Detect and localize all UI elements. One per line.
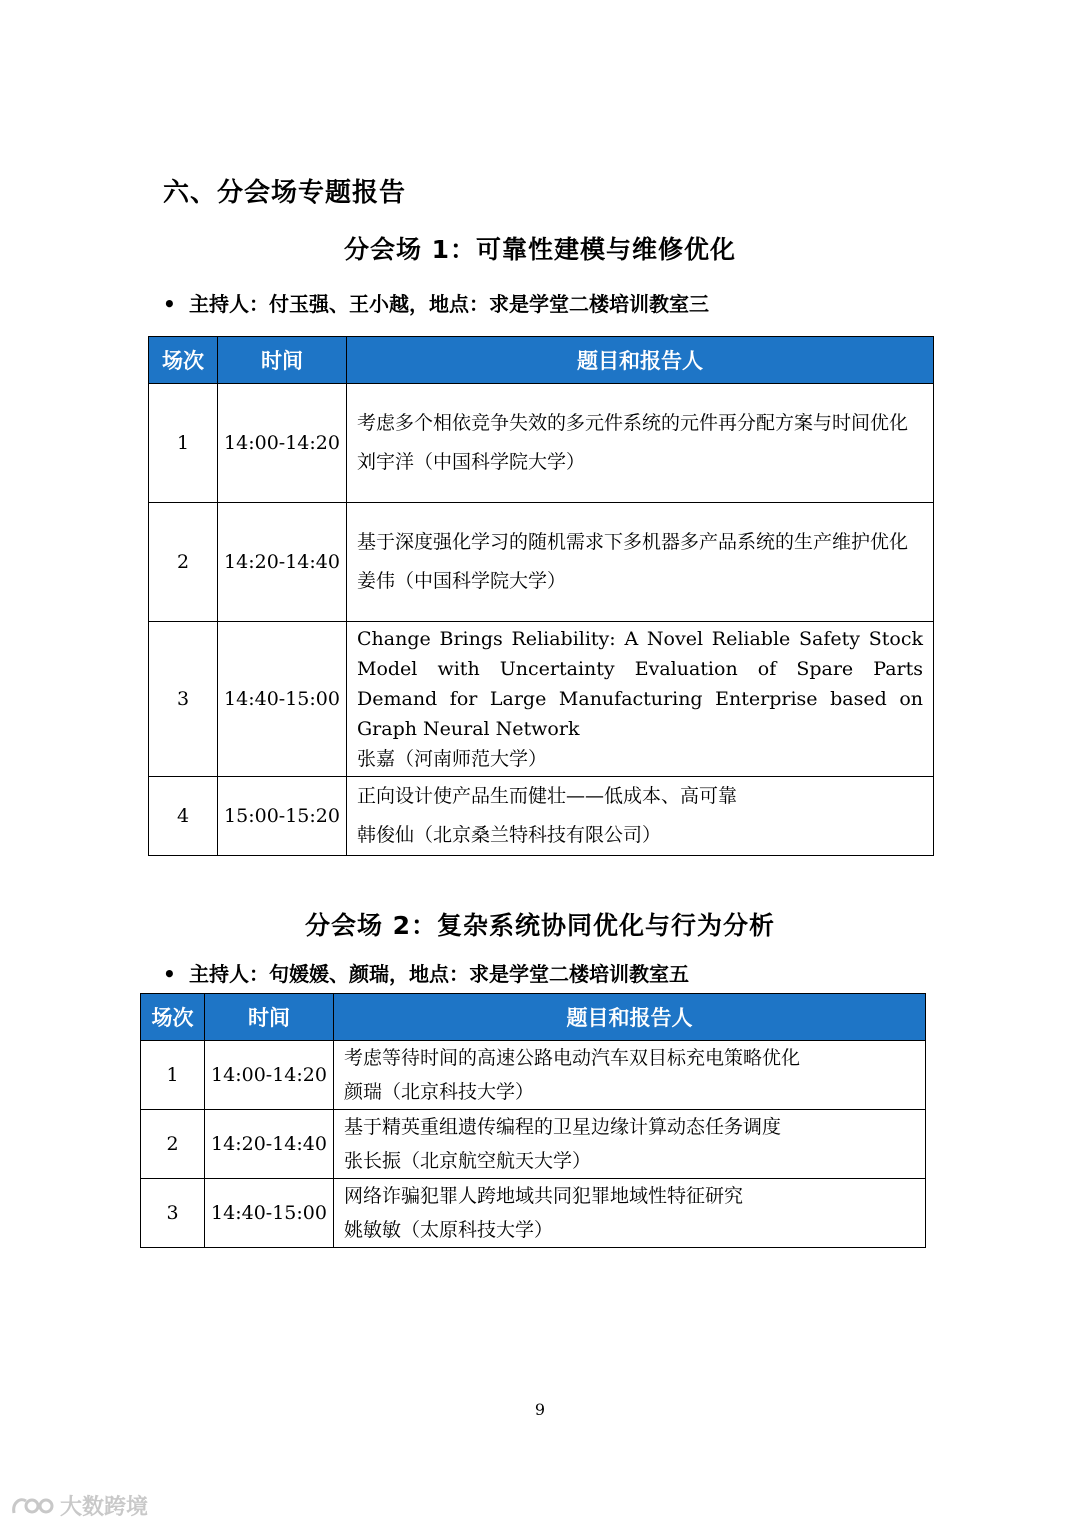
speaker: 韩俊仙（北京桑兰特科技有限公司） [357,824,662,846]
session-topic [347,503,934,622]
speaker: 颜瑞（北京科技大学） [344,1081,535,1103]
session-time: 14:20-14:40 [218,503,347,622]
speaker: 张长振（北京航空航天大学） [344,1150,592,1172]
session-number: 3 [141,1179,205,1248]
table-row [149,622,934,777]
venue1-host-line [163,288,709,317]
session-time: 14:00-14:20 [205,1041,334,1110]
venue2-title: 分会场 2：复杂系统协同优化与行为分析 [304,911,776,940]
talk-title: 网络诈骗犯罪人跨地域共同犯罪地域性特征研究 [344,1185,744,1207]
header-topic: 题目和报告人 [347,337,934,384]
venue2-host-line [163,958,689,987]
session-number: 4 [149,777,218,856]
session-topic [334,1110,926,1179]
table-row [141,1179,926,1248]
session-number: 2 [149,503,218,622]
header-session: 场次 [141,994,205,1041]
talk-title: 正向设计使产品生而健壮——低成本、高可靠 [357,785,738,807]
watermark-logo-icon [10,1493,56,1519]
venue2-schedule-table [140,993,926,1248]
talk-title: Change Brings Reliability: A Novel Reliable Safety Stock Model with Uncertainty Evaluation of Spare Parts Demand for Large Manufacturing Enterprise based on Graph Neural Network [357,628,923,740]
talk-title: 考虑等待时间的高速公路电动汽车双目标充电策略优化 [344,1047,801,1069]
page-number: 9 [534,1400,546,1419]
header-time: 时间 [205,994,334,1041]
session-number: 2 [141,1110,205,1179]
talk-title: 基于精英重组遗传编程的卫星边缘计算动态任务调度 [344,1116,782,1138]
speaker: 刘宇洋（中国科学院大学） [357,451,586,473]
speaker: 张嘉（河南师范大学） [357,748,548,770]
table-row [141,1041,926,1110]
table-header-row [149,337,934,384]
session-topic [347,777,934,856]
session-number: 1 [149,384,218,503]
section-title: 六、分会场专题报告 [163,178,407,208]
session-topic [347,622,934,777]
session-number: 1 [141,1041,205,1110]
table-row [149,503,934,622]
session-time: 15:00-15:20 [218,777,347,856]
session-topic [347,384,934,503]
table-row [149,384,934,503]
speaker: 姚敏敏（太原科技大学） [344,1219,554,1241]
header-topic: 题目和报告人 [334,994,926,1041]
table-header-row [141,994,926,1041]
talk-title: 基于深度强化学习的随机需求下多机器多产品系统的生产维护优化 [357,531,909,553]
bullet-icon: • [163,962,176,986]
watermark [10,1490,148,1521]
venue1-host: 主持人：付玉强、王小越，地点：求是学堂二楼培训教室三 [189,292,709,316]
watermark-text: 大数跨境 [60,1495,149,1520]
table-row [149,777,934,856]
venue1-title: 分会场 1：可靠性建模与维修优化 [343,235,737,264]
header-time: 时间 [218,337,347,384]
talk-title: 考虑多个相依竞争失效的多元件系统的元件再分配方案与时间优化 [357,412,909,434]
session-topic [334,1179,926,1248]
session-time: 14:00-14:20 [218,384,347,503]
speaker: 姜伟（中国科学院大学） [357,570,567,592]
bullet-icon: • [163,292,176,316]
venue2-host: 主持人：句媛媛、颜瑞，地点：求是学堂二楼培训教室五 [189,962,689,986]
session-time: 14:40-15:00 [218,622,347,777]
header-session: 场次 [149,337,218,384]
session-number: 3 [149,622,218,777]
session-topic [334,1041,926,1110]
session-time: 14:40-15:00 [205,1179,334,1248]
venue1-schedule-table [148,336,934,856]
session-time: 14:20-14:40 [205,1110,334,1179]
table-row [141,1110,926,1179]
